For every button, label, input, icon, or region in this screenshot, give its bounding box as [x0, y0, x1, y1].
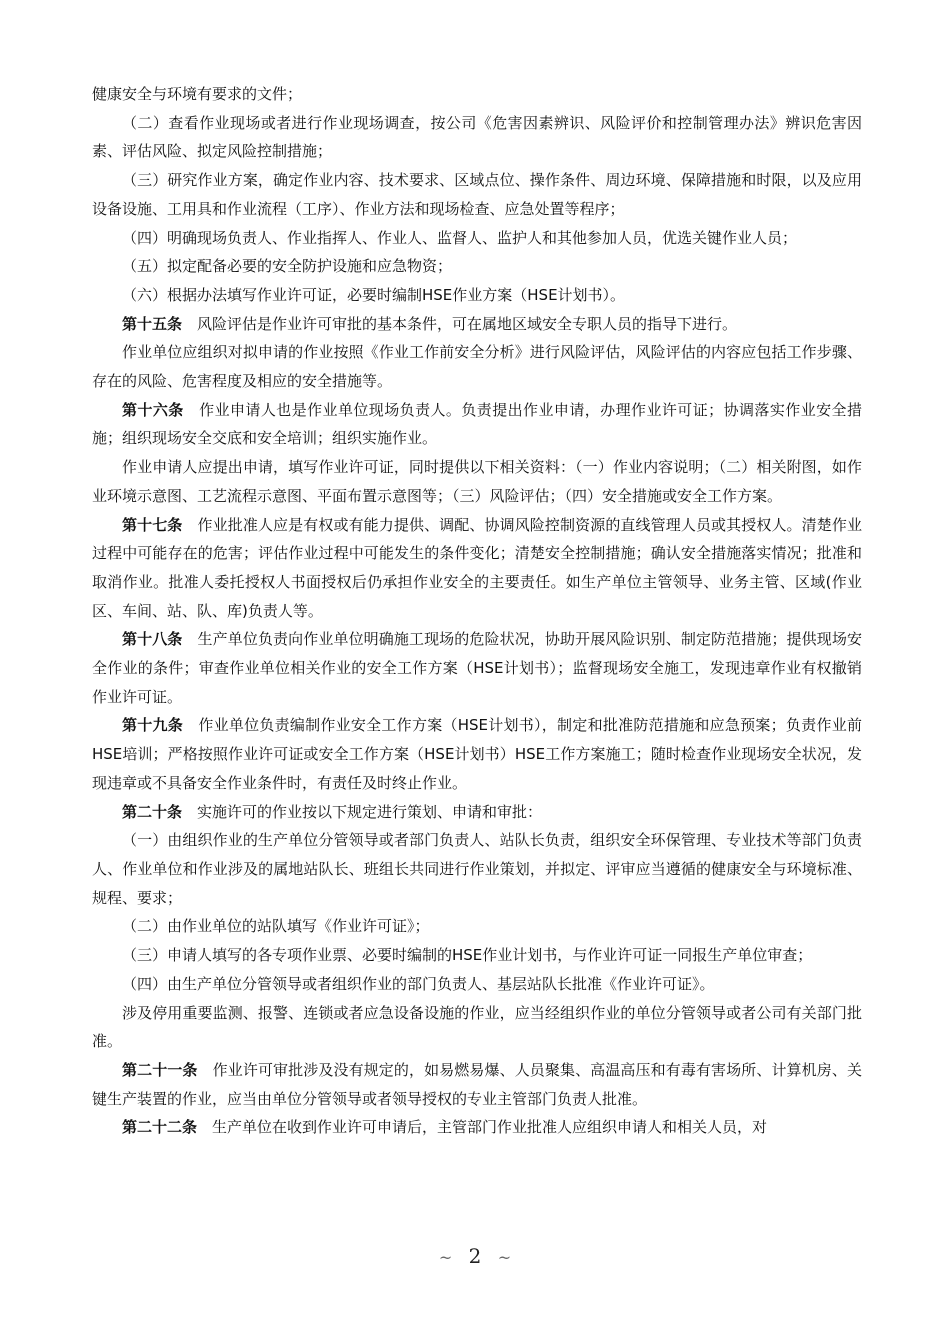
article-number: 第二十二条 [122, 1118, 198, 1137]
page-number: 2 [468, 1244, 482, 1268]
body-paragraph [92, 252, 862, 281]
paragraph-text: 生产单位负责向作业单位明确施工现场的危险状况，协助开展风险识别、制定防范措施；提供现场安全作业的条件；审查作业单位相关作业的安全工作方案（HSE计划书）；监督现场安全施工，发现违章作业有权撤销作业许可证。 [92, 630, 862, 706]
paragraph-text: （二）查看作业现场或者进行作业现场调查，按公司《危害因素辨识、风险评价和控制管理办法》辨识危害因素、评估风险、拟定风险控制措施； [92, 113, 862, 161]
paragraph-text: （六）根据办法填写作业许可证，必要时编制HSE作业方案（HSE计划书）。 [122, 285, 626, 304]
body-paragraph [92, 826, 862, 912]
paragraph-text: 作业申请人应提出申请，填写作业许可证，同时提供以下相关资料：（一）作业内容说明；（二）相关附图，如作业环境示意图、工艺流程示意图、平面布置示意图等；（三）风险评估；（四）安全措施或安全工作方案。 [92, 458, 862, 505]
paragraph-text: （四）明确现场负责人、作业指挥人、作业人、监督人、监护人和其他参加人员，优选关键作业人员； [122, 228, 798, 247]
paragraph-text: 作业单位应组织对拟申请的作业按照《作业工作前安全分析》进行风险评估，风险评估的内容应包括工作步骤、存在的风险、危害程度及相应的安全措施等。 [92, 343, 862, 391]
paragraph-text: 作业申请人也是作业单位现场负责人。负责提出作业申请，办理作业许可证；协调落实作业安全措施；组织现场安全交底和安全培训；组织实施作业。 [92, 400, 862, 448]
body-paragraph [92, 970, 862, 999]
article-number: 第十六条 [122, 400, 184, 419]
page-footer [0, 1244, 950, 1268]
article-number: 第二十一条 [122, 1060, 198, 1079]
article-paragraph [92, 310, 862, 339]
body-paragraph [92, 941, 862, 970]
article-number: 第十九条 [122, 716, 184, 735]
footer-tilde-left: ~ [438, 1248, 453, 1267]
paragraph-text: （三）申请人填写的各专项作业票、必要时编制的HSE作业计划书，与作业许可证一同报生产单位审查； [122, 946, 813, 965]
body-paragraph [92, 166, 862, 223]
body-paragraph [92, 912, 862, 941]
footer-tilde-right: ~ [497, 1248, 512, 1267]
article-paragraph [92, 711, 862, 797]
paragraph-text: 涉及停用重要监测、报警、连锁或者应急设备设施的作业，应当经组织作业的单位分管领导或者公司有关部门批准。 [92, 1003, 862, 1051]
article-paragraph [92, 1113, 862, 1142]
paragraph-text: （四）由生产单位分管领导或者组织作业的部门负责人、基层站队长批准《作业许可证》。 [122, 974, 715, 993]
article-paragraph [92, 396, 862, 453]
paragraph-text: （一）由组织作业的生产单位分管领导或者部门负责人、站队长负责，组织安全环保管理、专业技术等部门负责人、作业单位和作业涉及的属地站队长、班组长共同进行作业策划，并拟定、评审应当遵循的健康安全与环境标准、规程、要求； [92, 831, 862, 907]
body-paragraph [92, 338, 862, 395]
article-number: 第十五条 [122, 314, 183, 333]
document-body [92, 80, 862, 1142]
article-paragraph [92, 798, 862, 827]
paragraph-text: 作业批准人应是有权或有能力提供、调配、协调风险控制资源的直线管理人员或其授权人。清楚作业过程中可能存在的危害；评估作业过程中可能发生的条件变化；清楚安全控制措施；确认安全措施落实情况；批准和取消作业。批准人委托授权人书面授权后仍承担作业安全的主要责任。如生产单位主管领导、业务主管、区域(作业区、车间、站、队、库)负责人等。 [92, 515, 862, 620]
article-paragraph [92, 625, 862, 711]
body-paragraph [92, 109, 862, 166]
body-paragraph [92, 80, 862, 109]
body-paragraph [92, 453, 862, 510]
article-number: 第十七条 [122, 515, 183, 534]
paragraph-text: （二）由作业单位的站队填写《作业许可证》； [122, 917, 430, 936]
article-paragraph [92, 1056, 862, 1113]
paragraph-text: 生产单位在收到作业许可申请后，主管部门作业批准人应组织申请人和相关人员，对 [212, 1118, 768, 1137]
paragraph-text: 作业许可审批涉及没有规定的，如易燃易爆、人员聚集、高温高压和有毒有害场所、计算机房、关键生产装置的作业，应当由单位分管领导或者领导授权的专业主管部门负责人批准。 [92, 1060, 862, 1108]
body-paragraph [92, 281, 862, 310]
article-number: 第十八条 [122, 630, 183, 649]
article-number: 第二十条 [122, 802, 183, 821]
body-paragraph [92, 224, 862, 253]
paragraph-text: 实施许可的作业按以下规定进行策划、申请和审批： [197, 802, 543, 821]
body-paragraph [92, 999, 862, 1056]
paragraph-text: 作业单位负责编制作业安全工作方案（HSE计划书），制定和批准防范措施和应急预案；负责作业前HSE培训；严格按照作业许可证或安全工作方案（HSE计划书）HSE工作方案施工；随时检查作业现场安全状况，发现违章或不具备安全作业条件时，有责任及时终止作业。 [92, 716, 862, 792]
paragraph-text: 风险评估是作业许可审批的基本条件，可在属地区域安全专职人员的指导下进行。 [197, 314, 738, 333]
article-paragraph [92, 511, 862, 626]
paragraph-text: 健康安全与环境有要求的文件； [92, 85, 303, 103]
paragraph-text: （三）研究作业方案，确定作业内容、技术要求、区域点位、操作条件、周边环境、保障措施和时限，以及应用设备设施、工用具和作业流程（工序）、作业方法和现场检查、应急处置等程序； [92, 171, 862, 218]
paragraph-text: （五）拟定配备必要的安全防护设施和应急物资； [122, 257, 453, 276]
